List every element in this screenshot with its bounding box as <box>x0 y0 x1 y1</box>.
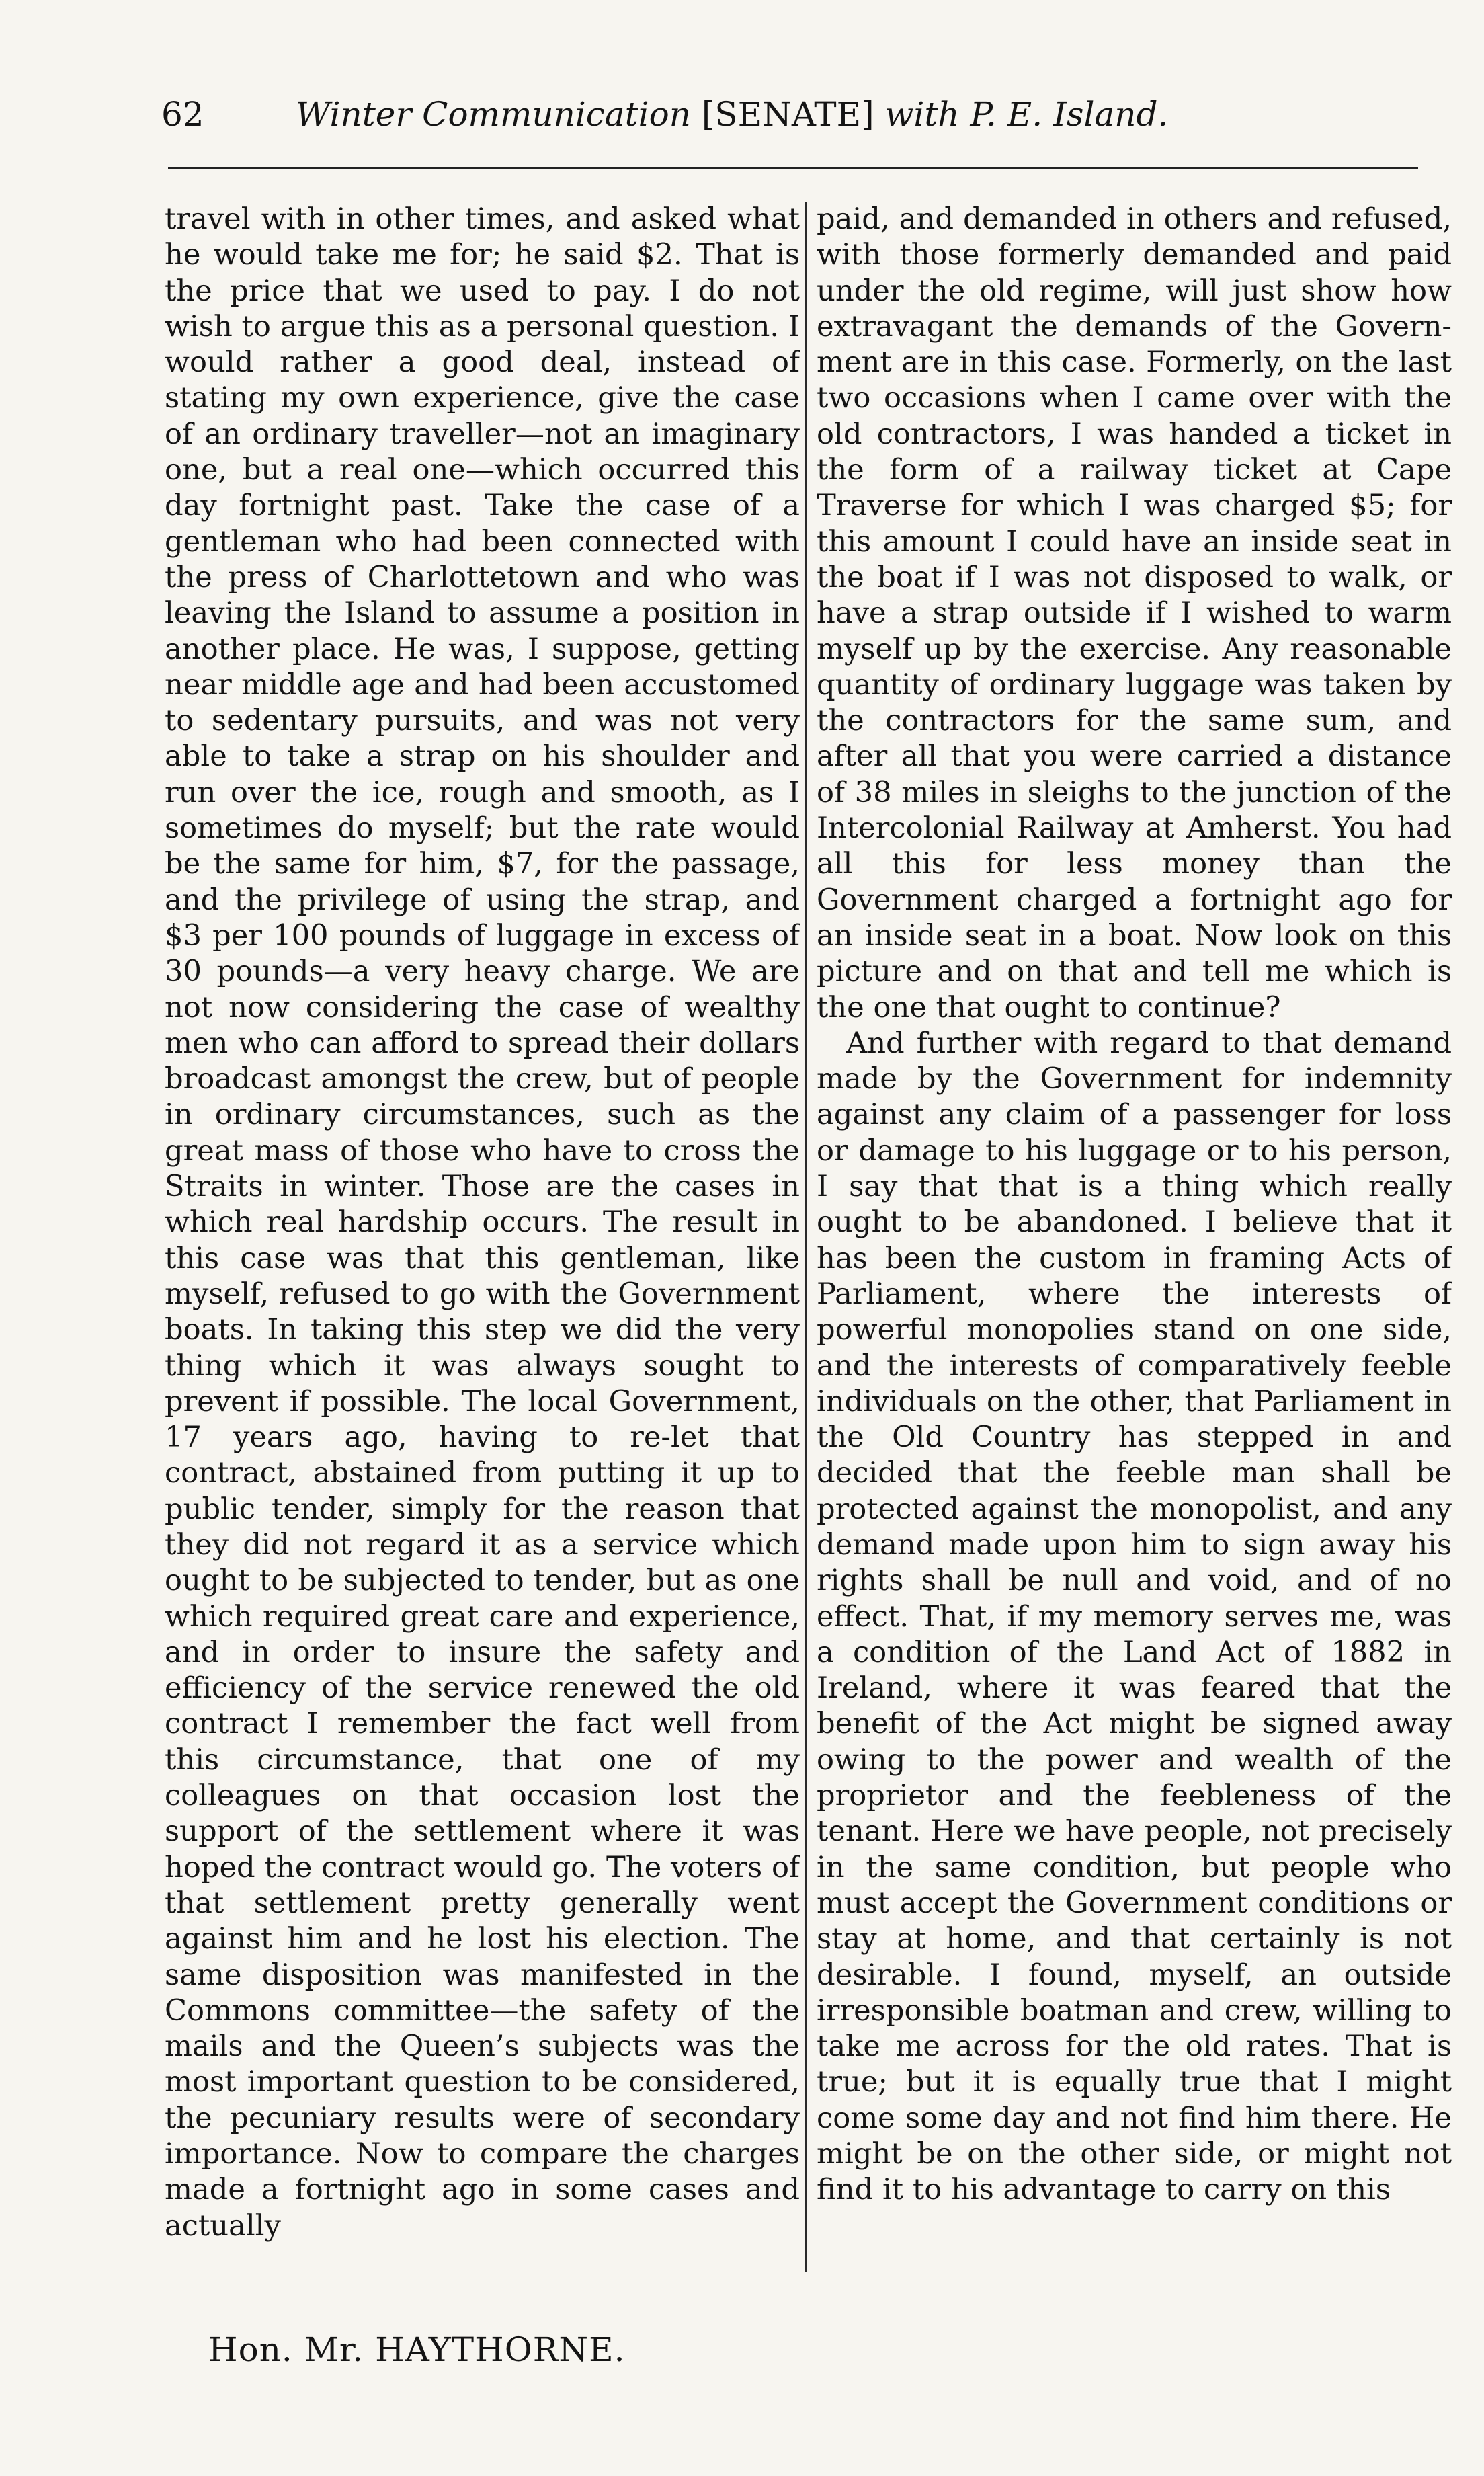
paragraph: And further with regard to that demand made by the Government for indemnity against any claim of a passenger for loss or damage to his luggage or to his person, I say that that is a thing which really ought to be abandoned. I believe that it has been the custom in framing Acts of Parliament, where the interests of powerful monopolies stand on one side, and the interests of comparatively feeble individuals on the other, that Parliament in the Old Country has stepped in and decided that the feeble man shall be protected against the monopolist, and any demand made upon him to sign away his rights shall be null and void, and of no effect. That, if my memory serves me, was a condition of the Land Act of 1882 in Ireland, where it was feared that the benefit of the Act might be signed away owing to the power and wealth of the proprietor and the feebleness of the tenant. Here we have people, not precisely in the same condition, but people who must accept the Government conditions or stay at home, and that certainly is not desirable. I found, myself, an outside irresponsible boatman and crew, willing to take me across for the old rates. That is true; but it is equally true that I might come some day and not find him there. He might be on the other side, or might not find it to his advantage to carry on this <box>817 1026 1452 2207</box>
paragraph: paid, and demanded in others and refused, with those formerly demanded and paid under the old regime, will just show how extravagant the demands of the Government are in this case. Formerly, on the last two occasions when I came over with the old contractors, I was handed a ticket in the form of a railway ticket at Cape Traverse for which I was charged $5; for this amount I could have an inside seat in the boat if I was not disposed to walk, or have a strap outside if I wished to warm myself up by the exercise. Any reasonable quantity of ordinary luggage was taken by the contractors for the same sum, and after all that you were carried a distance of 38 miles in sleighs to the junction of the Intercolonial Railway at Amherst. You had all this for less money than the Government charged a fortnight ago for an inside seat in a boat. Now look on this picture and on that and tell me which is the one that ought to continue? <box>817 202 1452 1025</box>
paragraph: travel with in other times, and asked what he would take me for; he said $2. That is the price that we used to pay. I do not wish to argue this as a personal question. I would rather a good deal, instead of stating my own experience, give the case of an ordinary traveller—not an imaginary one, but a real one—which occurred this day fortnight past. Take the case of a gentleman who had been connected with the press of Charlottetown and who was leaving the Island to assume a position in another place. He was, I suppose, getting near middle age and had been accustomed to sedentary pursuits, and was not very able to take a strap on his shoulder and run over the ice, rough and smooth, as I sometimes do myself; but the rate would be the same for him, $7, for the passage, and the privilege of using the strap, and $3 per 100 pounds of luggage in excess of 30 pounds—a very heavy charge. We are not now considering the case of wealthy men who can afford to spread their dollars broadcast amongst the crew, but of people in ordinary circumstances, such as the great mass of those who have to cross the Straits in winter. Those are the cases in which real hardship occurs. The result in this case was that this gentleman, like myself, refused to go with the Government boats. In taking this step we did the very thing which it was always sought to prevent if possible. The local Government, 17 years ago, having to re-let that contract, abstained from putting it up to public tender, simply for the reason that they did not regard it as a service which ought to be subjected to tender, but as one which required great care and experience, and in order to insure the safety and efficiency of the service renewed the old contract I remember the fact well from this circumstance, that one of my colleagues on that occasion lost the support of the settlement where it was hoped the contract would go. The voters of that settlement pretty generally went against him and he lost his election. The same disposition was manifested in the Commons committee—the safety of the mails and the Queen’s subjects was the most important question to be considered, the pecuniary results were of secondary importance. Now to compare the charges made a fortnight ago in some cases and actually <box>165 202 800 2243</box>
speaker-footer: Hon. Mr. HAYTHORNE. <box>208 2330 626 2369</box>
title-before: Winter Communication <box>296 95 691 134</box>
header-rule <box>168 167 1418 169</box>
page-number: 62 <box>161 95 204 134</box>
title-after: with P. E. Island. <box>884 95 1169 134</box>
column-divider <box>805 202 807 2272</box>
running-title <box>296 84 1168 145</box>
title-section: [SENATE] <box>701 95 874 134</box>
left-column <box>165 202 800 2292</box>
right-column <box>817 202 1452 2292</box>
running-header <box>161 84 1425 145</box>
